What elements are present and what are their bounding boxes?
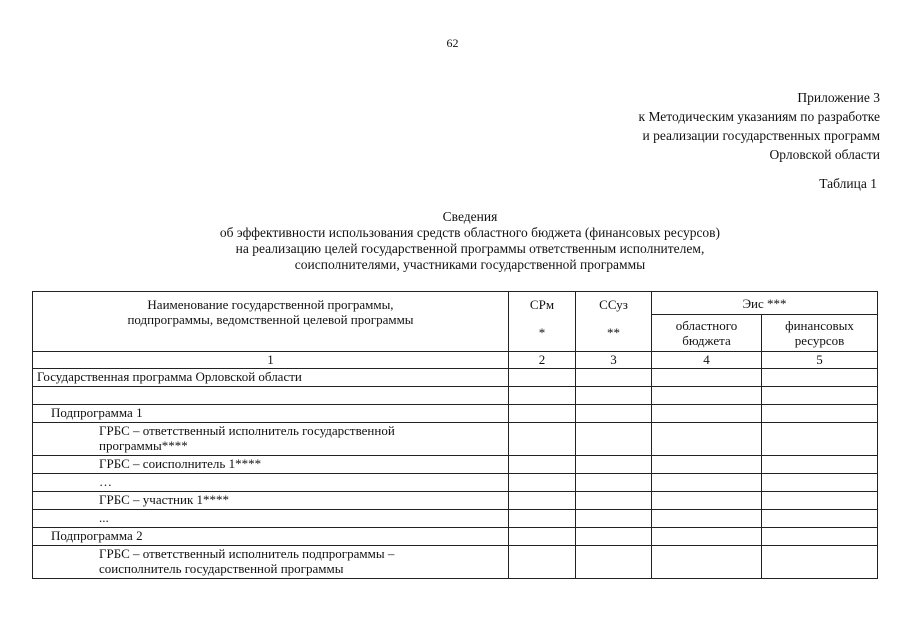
table-label: Таблица 1 xyxy=(819,176,877,191)
appendix-line-2: к Методическим указаниям по разработке xyxy=(638,109,880,124)
table-row xyxy=(33,546,878,579)
column-number: 2 xyxy=(509,352,576,369)
row-name-text: ГРБС – ответственный исполнитель государственной программы**** xyxy=(99,423,395,453)
title-line-1: Сведения xyxy=(442,209,498,224)
table-row xyxy=(33,510,878,528)
row-name: ... xyxy=(33,510,509,528)
table-row xyxy=(33,528,878,546)
title-line-2: об эффективности использования средств областного бюджета (финансовых ресурсов) xyxy=(219,225,721,240)
table-row xyxy=(33,369,878,387)
appendix-line-4: Орловской области xyxy=(769,147,880,162)
row-name xyxy=(33,546,509,579)
row-name: Государственная программа Орловской области xyxy=(33,369,509,387)
row-name: ГРБС – участник 1**** xyxy=(33,492,509,510)
table-row xyxy=(33,456,878,474)
header-eis-sub1: областного бюджета xyxy=(675,318,738,348)
header-eis xyxy=(652,292,878,315)
row-name: Подпрограмма 2 xyxy=(33,528,509,546)
title-line-4: соисполнителями, участниками государственной программы xyxy=(294,257,646,272)
column-number: 4 xyxy=(652,352,762,369)
appendix-line-3: и реализации государственных программ xyxy=(642,128,880,143)
row-name: Подпрограмма 1 xyxy=(33,405,509,423)
row-name xyxy=(33,423,509,456)
header-ssuz xyxy=(576,292,652,352)
page-number: 62 xyxy=(446,36,459,50)
appendix-reference xyxy=(560,88,880,164)
header-eis-sub2: финансовых ресурсов xyxy=(785,318,854,348)
row-name-text: ГРБС – ответственный исполнитель подпрограммы – соисполнитель государственной программы xyxy=(99,546,395,576)
column-number: 5 xyxy=(762,352,878,369)
row-name xyxy=(33,387,509,405)
efficiency-table xyxy=(32,291,878,579)
row-name: … xyxy=(33,474,509,492)
column-number: 3 xyxy=(576,352,652,369)
header-srm xyxy=(509,292,576,352)
document-title xyxy=(150,209,790,273)
column-number: 1 xyxy=(33,352,509,369)
table-row xyxy=(33,405,878,423)
header-eis-financial-resources xyxy=(762,315,878,352)
row-name: ГРБС – соисполнитель 1**** xyxy=(33,456,509,474)
header-name-column xyxy=(33,292,509,352)
table-row xyxy=(33,492,878,510)
table-row xyxy=(33,474,878,492)
title-line-3: на реализацию целей государственной программы ответственным исполнителем, xyxy=(235,241,705,256)
header-name-text: Наименование государственной программы, подпрограммы, ведомственной целевой программы xyxy=(127,297,414,327)
table-row xyxy=(33,423,878,456)
header-srm-label: СРм xyxy=(529,297,555,312)
header-eis-label: Эис *** xyxy=(742,296,787,311)
header-srm-mark: * xyxy=(538,325,546,340)
header-eis-regional-budget xyxy=(652,315,762,352)
appendix-line-1: Приложение 3 xyxy=(797,90,880,105)
header-ssuz-label: ССуз xyxy=(599,297,628,312)
header-ssuz-mark: ** xyxy=(607,325,620,340)
table-row xyxy=(33,387,878,405)
